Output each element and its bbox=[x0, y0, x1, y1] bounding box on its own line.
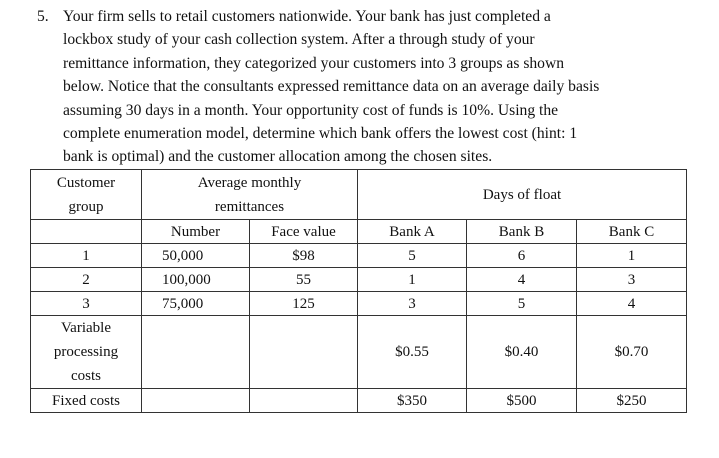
float-data-table bbox=[30, 169, 687, 413]
bank-b-cell: 4 bbox=[467, 268, 577, 292]
table-row bbox=[31, 244, 687, 268]
problem-text bbox=[63, 5, 713, 169]
empty-cell bbox=[250, 316, 358, 389]
table-header-row bbox=[31, 170, 687, 220]
problem-line: Your firm sells to retail customers nationwide. Your bank has just completed a bbox=[63, 8, 551, 25]
variable-cost-bank-c: $0.70 bbox=[577, 316, 687, 389]
variable-costs-label-line3: costs bbox=[71, 368, 101, 384]
number-cell: 50,000 bbox=[142, 244, 250, 268]
problem-line: remittance information, they categorized your customers into 3 groups as shown bbox=[63, 54, 565, 72]
group-cell: 3 bbox=[31, 292, 142, 316]
remittances-header bbox=[142, 170, 358, 220]
remittances-header-line2: remittances bbox=[214, 199, 285, 215]
number-cell: 100,000 bbox=[142, 268, 250, 292]
fixed-costs-row bbox=[31, 389, 687, 413]
face-value-header: Face value bbox=[250, 220, 358, 244]
customer-group-header bbox=[31, 170, 142, 220]
remittances-header-line1: Average monthly bbox=[197, 175, 302, 191]
variable-costs-label-line2: processing bbox=[53, 344, 119, 360]
group-cell: 2 bbox=[31, 268, 142, 292]
fixed-cost-bank-a: $350 bbox=[358, 389, 467, 413]
table-row bbox=[31, 292, 687, 316]
bank-b-cell: 6 bbox=[467, 244, 577, 268]
bank-a-header: Bank A bbox=[358, 220, 467, 244]
variable-costs-row bbox=[31, 316, 687, 389]
face-value-cell: 125 bbox=[250, 292, 358, 316]
problem-line: below. Notice that the consultants expressed remittance data on an average daily basis bbox=[63, 78, 600, 96]
table-subheader-row bbox=[31, 220, 687, 244]
face-value-cell: $98 bbox=[250, 244, 358, 268]
bank-c-header: Bank C bbox=[577, 220, 687, 244]
table-row bbox=[31, 268, 687, 292]
fixed-cost-bank-c: $250 bbox=[577, 389, 687, 413]
bank-c-cell: 4 bbox=[577, 292, 687, 316]
bank-a-cell: 5 bbox=[358, 244, 467, 268]
empty-cell bbox=[142, 316, 250, 389]
empty-cell bbox=[142, 389, 250, 413]
bank-c-cell: 1 bbox=[577, 244, 687, 268]
problem-line: assuming 30 days in a month. Your opportunity cost of funds is 10%. Using the bbox=[63, 101, 559, 119]
bank-b-cell: 5 bbox=[467, 292, 577, 316]
problem-line: complete enumeration model, determine which bank offers the lowest cost (hint: 1 bbox=[63, 125, 578, 143]
variable-cost-bank-b: $0.40 bbox=[467, 316, 577, 389]
variable-costs-label-line1: Variable bbox=[61, 320, 111, 336]
customer-group-header-line2: group bbox=[68, 199, 104, 215]
variable-costs-label bbox=[31, 316, 142, 389]
problem-number: 5. bbox=[37, 8, 49, 25]
bank-a-cell: 3 bbox=[358, 292, 467, 316]
number-cell: 75,000 bbox=[142, 292, 250, 316]
fixed-cost-bank-b: $500 bbox=[467, 389, 577, 413]
customer-group-header-line1: Customer bbox=[56, 175, 116, 191]
empty-cell bbox=[31, 220, 142, 244]
group-cell: 1 bbox=[31, 244, 142, 268]
face-value-cell: 55 bbox=[250, 268, 358, 292]
bank-b-header: Bank B bbox=[467, 220, 577, 244]
bank-a-cell: 1 bbox=[358, 268, 467, 292]
bank-c-cell: 3 bbox=[577, 268, 687, 292]
empty-cell bbox=[250, 389, 358, 413]
number-header: Number bbox=[142, 220, 250, 244]
variable-cost-bank-a: $0.55 bbox=[358, 316, 467, 389]
fixed-costs-label: Fixed costs bbox=[31, 389, 142, 413]
days-of-float-header: Days of float bbox=[358, 170, 687, 220]
problem-line: bank is optimal) and the customer allocation among the chosen sites. bbox=[63, 148, 493, 166]
problem-line: lockbox study of your cash collection system. After a through study of your bbox=[63, 31, 535, 49]
